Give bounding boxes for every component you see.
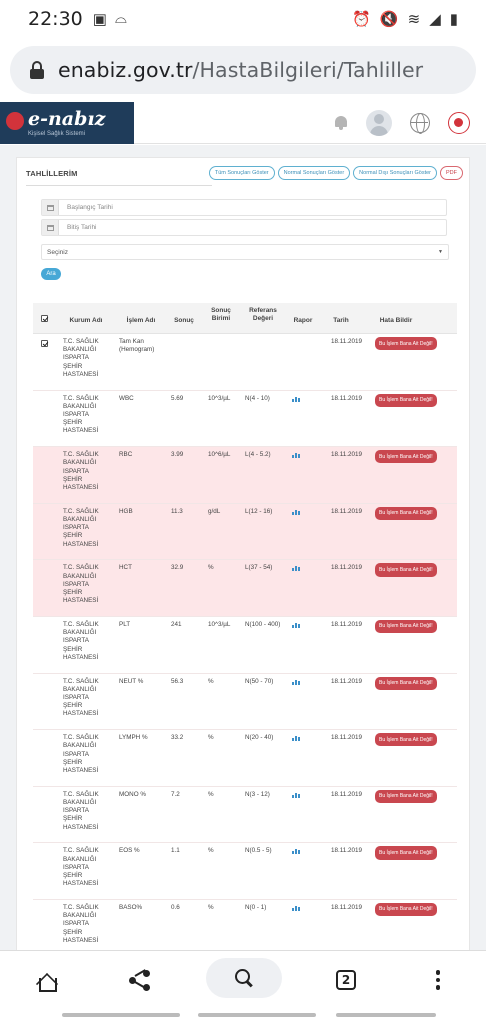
cell-tarih: 18.11.2019 [331,903,363,911]
report-chart-icon[interactable] [292,566,300,571]
cell-tarih: 18.11.2019 [331,790,363,798]
cell-kurum: T.C. SAĞLIK BAKANLIĞI ISPARTA ŞEHİR HASTANESİ [63,903,99,944]
select-all-checkbox[interactable] [41,315,48,322]
cell-referans: N(0.5 - 5) [245,847,272,855]
report-error-button[interactable]: Bu İşlem Bana Ait Değil! [375,903,437,916]
header-sonuc: Sonuç [174,317,194,324]
bell-icon[interactable] [334,115,348,131]
cell-birim: 10^3/µL [208,394,231,402]
cell-referans: N(100 - 400) [245,620,281,628]
cell-sonuc: 7.2 [171,790,180,798]
incognito-icon: ⌓ [114,10,127,27]
table-row [33,504,457,561]
report-chart-icon[interactable] [292,397,300,402]
table-row [33,617,457,674]
report-chart-icon[interactable] [292,849,300,854]
cell-sonuc: 3.99 [171,451,184,459]
cell-sonuc: 11.3 [171,507,183,515]
cell-referans: N(50 - 70) [245,677,274,685]
cell-islem: BASO% [119,903,143,911]
header-hata: Hata Bildir [379,317,413,324]
table-header [33,303,457,334]
tabs-icon: 2 [336,970,356,990]
cell-sonuc: 1.1 [171,847,180,855]
avatar[interactable] [366,110,392,136]
site-header [0,102,486,144]
ministry-logo-icon[interactable] [448,112,470,134]
cell-islem: HCT [119,564,132,572]
alarm-icon: ⏰ [352,11,371,28]
report-chart-icon[interactable] [292,736,300,741]
mute-icon: 🔇 [379,11,399,28]
cell-tarih: 18.11.2019 [331,394,363,402]
menu-icon [436,970,441,990]
cell-tarih: 18.11.2019 [331,338,363,345]
cell-islem: MONO % [119,790,146,798]
header-rapor: Rapor [293,317,313,324]
gesture-bar-left [62,1013,180,1017]
cell-sonuc: 0.6 [171,903,180,911]
wifi-icon: ≋ [407,11,421,28]
gesture-bar-center [198,1013,316,1017]
table-row [33,730,457,787]
cell-birim: % [208,734,214,742]
cell-tarih: 18.11.2019 [331,677,363,685]
table-row [33,900,457,957]
signal-icon: ◢ [429,11,441,28]
cell-sonuc: 56.3 [171,677,184,685]
results-table [33,303,457,957]
cell-referans: N(20 - 40) [245,734,274,742]
table-row [33,447,457,504]
calendar-icon[interactable] [42,200,59,215]
report-error-button[interactable]: Bu İşlem Bana Ait Değil! [375,846,437,859]
table-row [33,334,457,391]
select-value: Seçiniz [47,248,68,256]
cell-birim: % [208,677,214,685]
cell-islem: WBC [119,394,134,402]
header-icons [334,110,470,136]
cell-sonuc: 241 [171,620,182,628]
title-divider [26,185,212,186]
cell-birim: % [208,847,214,855]
start-date-placeholder: Başlangıç Tarihi [67,204,113,211]
page-title: TAHLİLLERİM [26,169,78,178]
menu-button[interactable] [416,960,460,1000]
report-chart-icon[interactable] [292,453,300,458]
cell-sonuc: 33.2 [171,734,184,742]
share-button[interactable] [118,960,162,1000]
report-chart-icon[interactable] [292,510,300,515]
browser-bottom-nav [0,950,486,1010]
cell-referans: N(0 - 1) [245,903,267,911]
cell-birim: % [208,790,214,798]
results-card [16,157,470,957]
cell-kurum: T.C. SAĞLIK BAKANLIĞI ISPARTA ŞEHİR HASTANESİ [63,620,99,661]
cell-kurum: T.C. SAĞLIK BAKANLIĞI ISPARTA ŞEHİR HASTANESİ [63,677,99,718]
cell-tarih: 18.11.2019 [331,507,363,515]
table-row [33,560,457,617]
header-kurum: Kurum Adı [69,317,103,324]
table-row [33,391,457,448]
home-icon [35,970,57,990]
table-row [33,787,457,844]
status-bar [0,0,486,38]
cell-kurum: T.C. SAĞLIK BAKANLIĞI ISPARTA ŞEHİR HASTANESİ [63,507,99,548]
share-icon [129,969,151,991]
end-date-field[interactable] [41,219,447,236]
cell-islem: HGB [119,507,133,515]
filter-buttons [209,166,463,180]
cell-islem: LYMPH % [119,734,148,742]
search-tab-button[interactable] [206,958,282,998]
report-chart-icon[interactable] [292,680,300,685]
logo-subtitle: Kişisel Sağlık Sistemi [28,130,86,137]
table-row [33,843,457,900]
header-birim: Sonuç Birimi [211,307,231,322]
cell-kurum: T.C. SAĞLIK BAKANLIĞI ISPARTA ŞEHİR HASTANESİ [63,847,99,888]
table-row [33,674,457,731]
end-date-placeholder: Bitiş Tarihi [67,224,97,231]
status-time: 22:30 [28,8,83,30]
cell-birim: % [208,903,214,911]
cell-sonuc: 5.69 [171,394,184,402]
url-text[interactable] [58,58,423,82]
report-chart-icon[interactable] [292,623,300,628]
calendar-icon[interactable] [42,220,59,235]
heartbeat-logo-icon [6,112,24,130]
cell-tarih: 18.11.2019 [331,847,363,855]
cell-kurum: T.C. SAĞLIK BAKANLIĞI ISPARTA ŞEHİR HASTANESİ [63,734,99,774]
report-error-button[interactable]: Bu İşlem Bana Ait Değil! [375,394,437,407]
url-domain: enabiz.gov.tr [58,58,193,82]
report-chart-icon[interactable] [292,793,300,798]
header-tarih: Tarih [333,317,349,324]
home-button[interactable] [24,960,68,1000]
status-system-icons [352,10,458,28]
cell-birim: % [208,564,214,572]
cell-tarih: 18.11.2019 [331,451,363,459]
cell-sonuc: 32.9 [171,564,184,572]
cell-kurum: T.C. SAĞLIK BAKANLIĞI ISPARTA ŞEHİR HASTANESİ [63,790,99,831]
cell-tarih: 18.11.2019 [331,620,363,628]
report-error-button[interactable]: Bu İşlem Bana Ait Değil! [375,563,437,576]
show-abnormal-button[interactable]: Normal Dışı Sonuçları Göster [353,166,437,180]
header-referans: Referans Değeri [249,307,277,322]
url-path: /HastaBilgileri/Tahliller [192,58,424,82]
report-chart-icon[interactable] [292,906,300,911]
site-logo[interactable] [0,102,134,144]
report-error-button[interactable]: Bu İşlem Bana Ait Değil! [375,450,437,463]
cell-tarih: 18.11.2019 [331,564,363,572]
tabs-button[interactable] [324,960,368,1000]
cell-kurum: T.C. SAĞLIK BAKANLIĞI ISPARTA ŞEHİR HASTANESİ [63,564,99,605]
cell-kurum: T.C. SAĞLIK BAKANLIĞI ISPARTA ŞEHİR HASTANESİ [63,394,99,435]
cell-referans: N(3 - 12) [245,790,270,798]
show-normal-button[interactable]: Normal Sonuçları Göster [278,166,351,180]
header-islem: İşlem Adı [126,317,156,324]
report-error-button[interactable]: Bu İşlem Bana Ait Değil! [375,620,437,633]
cell-islem: PLT [119,620,131,628]
row-checkbox[interactable] [41,340,48,347]
cell-islem: Tam Kan (Hemogram) [119,338,155,354]
report-error-button[interactable]: Bu İşlem Bana Ait Değil! [375,337,437,350]
cell-islem: EOS % [119,847,140,855]
cell-islem: RBC [119,451,133,459]
gallery-icon: ▣ [92,11,107,28]
cell-referans: L(12 - 16) [245,507,273,515]
report-error-button[interactable]: Bu İşlem Bana Ait Değil! [375,507,437,520]
cell-kurum: T.C. SAĞLIK BAKANLIĞI ISPARTA ŞEHİR HASTANESİ [63,338,99,378]
battery-icon: ▮ [449,11,458,28]
report-error-button[interactable]: Bu İşlem Bana Ait Değil! [375,733,437,746]
report-error-button[interactable]: Bu İşlem Bana Ait Değil! [375,790,437,803]
table-body [33,334,457,957]
report-error-button[interactable]: Bu İşlem Bana Ait Değil! [375,677,437,690]
cell-birim: 10^3/µL [208,620,231,628]
cell-kurum: T.C. SAĞLIK BAKANLIĞI ISPARTA ŞEHİR HASTANESİ [63,451,99,491]
cell-referans: L(4 - 5.2) [245,451,271,459]
cell-referans: N(4 - 10) [245,394,270,402]
lock-icon[interactable] [30,61,44,79]
logo-text: e-nabız [28,107,106,130]
chevron-down-icon: ▼ [438,249,443,255]
cell-birim: 10^6/µL [208,451,231,459]
globe-icon[interactable] [410,113,430,133]
search-icon [234,968,254,988]
show-all-button[interactable]: Tüm Sonuçları Göster [209,166,275,180]
start-date-field[interactable] [41,199,447,216]
cell-islem: NEUT % [119,677,144,685]
institution-select[interactable] [41,244,449,260]
pdf-button[interactable]: PDF [440,166,463,180]
cell-tarih: 18.11.2019 [331,734,363,742]
cell-referans: L(37 - 54) [245,564,273,572]
status-notification-icons [93,10,127,28]
gesture-bar-right [336,1013,436,1017]
address-bar[interactable] [10,46,476,94]
search-button[interactable]: Ara [41,268,61,280]
cell-birim: g/dL [208,507,221,515]
